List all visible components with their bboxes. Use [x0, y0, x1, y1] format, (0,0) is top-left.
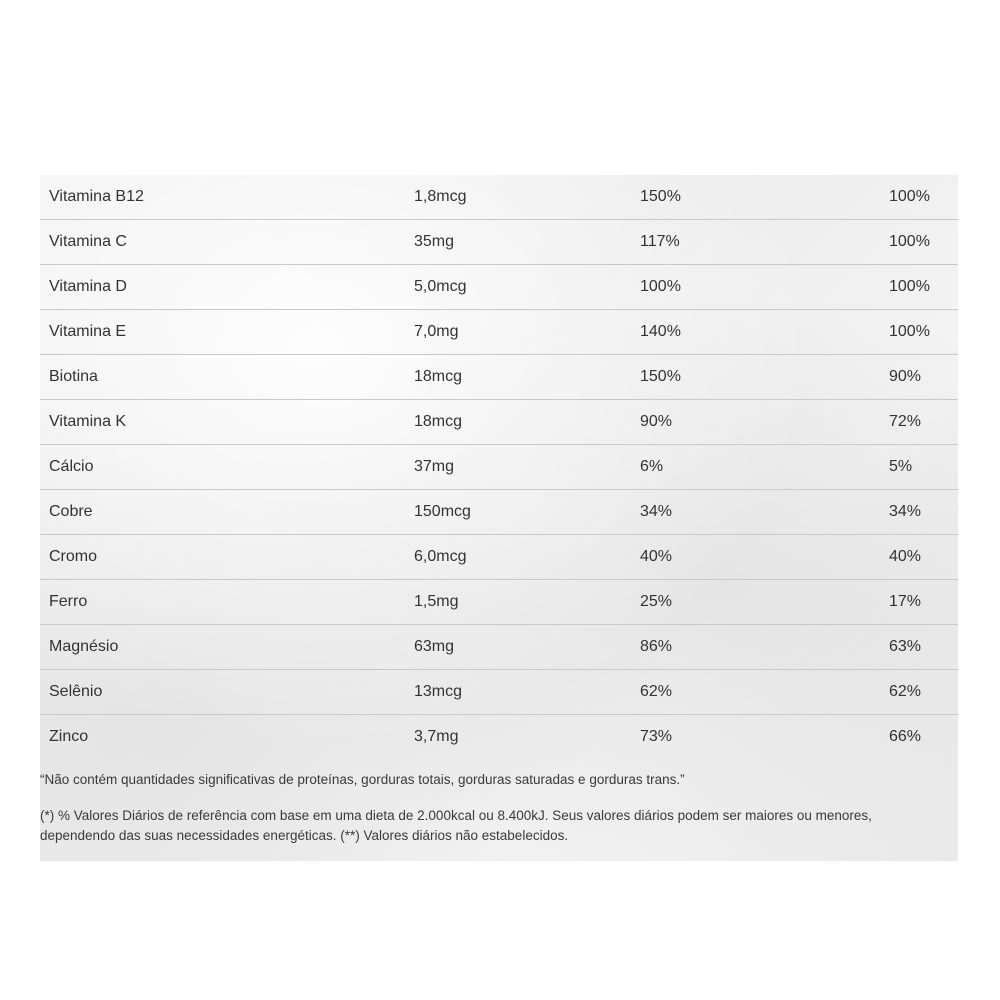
- daily-value-1: 73%: [640, 728, 673, 745]
- nutrient-amount: 1,5mg: [414, 593, 459, 610]
- daily-value-1: 40%: [640, 548, 673, 565]
- footnotes: [40, 770, 950, 846]
- daily-value-2: 34%: [889, 503, 922, 520]
- daily-value-2: 40%: [889, 548, 922, 565]
- table-row: [40, 535, 958, 580]
- nutrient-name: Vitamina B12: [49, 188, 144, 205]
- daily-value-2: 66%: [889, 728, 922, 745]
- table-row: [40, 715, 958, 759]
- daily-value-2: 100%: [889, 233, 930, 250]
- nutrient-amount: 18mcg: [414, 368, 463, 385]
- table-row: [40, 220, 958, 265]
- nutrition-panel: [40, 175, 958, 861]
- table-row: [40, 490, 958, 535]
- daily-value-1: 100%: [640, 278, 681, 295]
- daily-value-1: 62%: [640, 683, 673, 700]
- daily-value-2: 100%: [889, 278, 930, 295]
- daily-value-1: 86%: [640, 638, 673, 655]
- table-row: [40, 670, 958, 715]
- daily-value-2: 62%: [889, 683, 922, 700]
- daily-value-1: 90%: [640, 413, 673, 430]
- nutrient-name: Cobre: [49, 503, 93, 520]
- nutrient-amount: 1,8mcg: [414, 188, 467, 205]
- daily-value-2: 63%: [889, 638, 922, 655]
- table-row: [40, 625, 958, 670]
- nutrient-name: Cromo: [49, 548, 98, 565]
- daily-value-1: 150%: [640, 368, 681, 385]
- nutrient-amount: 7,0mg: [414, 323, 459, 340]
- daily-value-1: 6%: [640, 458, 664, 475]
- nutrient-name: Cálcio: [49, 458, 94, 475]
- table-row: [40, 580, 958, 625]
- table-row: [40, 310, 958, 355]
- footnote-no-significant: “Não contém quantidades significativas de proteínas, gorduras totais, gorduras saturadas e gorduras trans.”: [40, 772, 685, 787]
- table-row: [40, 175, 958, 220]
- daily-value-2: 100%: [889, 323, 930, 340]
- table-row: [40, 265, 958, 310]
- nutrient-name: Selênio: [49, 683, 103, 700]
- nutrient-amount: 150mcg: [414, 503, 471, 520]
- nutrient-amount: 18mcg: [414, 413, 463, 430]
- nutrient-amount: 13mcg: [414, 683, 463, 700]
- daily-value-2: 100%: [889, 188, 930, 205]
- nutrient-amount: 63mg: [414, 638, 455, 655]
- daily-value-2: 5%: [889, 458, 913, 475]
- table-row: [40, 400, 958, 445]
- nutrition-table: [40, 175, 958, 759]
- daily-value-1: 34%: [640, 503, 673, 520]
- daily-value-1: 25%: [640, 593, 673, 610]
- daily-value-1: 150%: [640, 188, 681, 205]
- table-row: [40, 355, 958, 400]
- nutrient-amount: 6,0mcg: [414, 548, 467, 565]
- nutrient-amount: 37mg: [414, 458, 455, 475]
- daily-value-1: 140%: [640, 323, 681, 340]
- nutrient-amount: 3,7mg: [414, 728, 459, 745]
- nutrient-name: Zinco: [49, 728, 89, 745]
- footnote-daily-values: (*) % Valores Diários de referência com base em uma dieta de 2.000kcal ou 8.400kJ. Seus valores diários podem ser maiores ou menores, dependendo das suas necessidades energéticas. (**) Valores diários não estabelecidos.: [40, 808, 872, 843]
- daily-value-2: 90%: [889, 368, 922, 385]
- nutrient-name: Biotina: [49, 368, 98, 385]
- nutrient-name: Magnésio: [49, 638, 119, 655]
- daily-value-1: 117%: [640, 233, 680, 250]
- nutrient-name: Vitamina D: [49, 278, 127, 295]
- table-row: [40, 445, 958, 490]
- nutrient-amount: 5,0mcg: [414, 278, 467, 295]
- nutrient-name: Vitamina C: [49, 233, 127, 250]
- nutrient-amount: 35mg: [414, 233, 455, 250]
- nutrient-name: Vitamina E: [49, 323, 127, 340]
- daily-value-2: 17%: [889, 593, 922, 610]
- daily-value-2: 72%: [889, 413, 922, 430]
- nutrient-name: Ferro: [49, 593, 88, 610]
- nutrient-name: Vitamina K: [49, 413, 127, 430]
